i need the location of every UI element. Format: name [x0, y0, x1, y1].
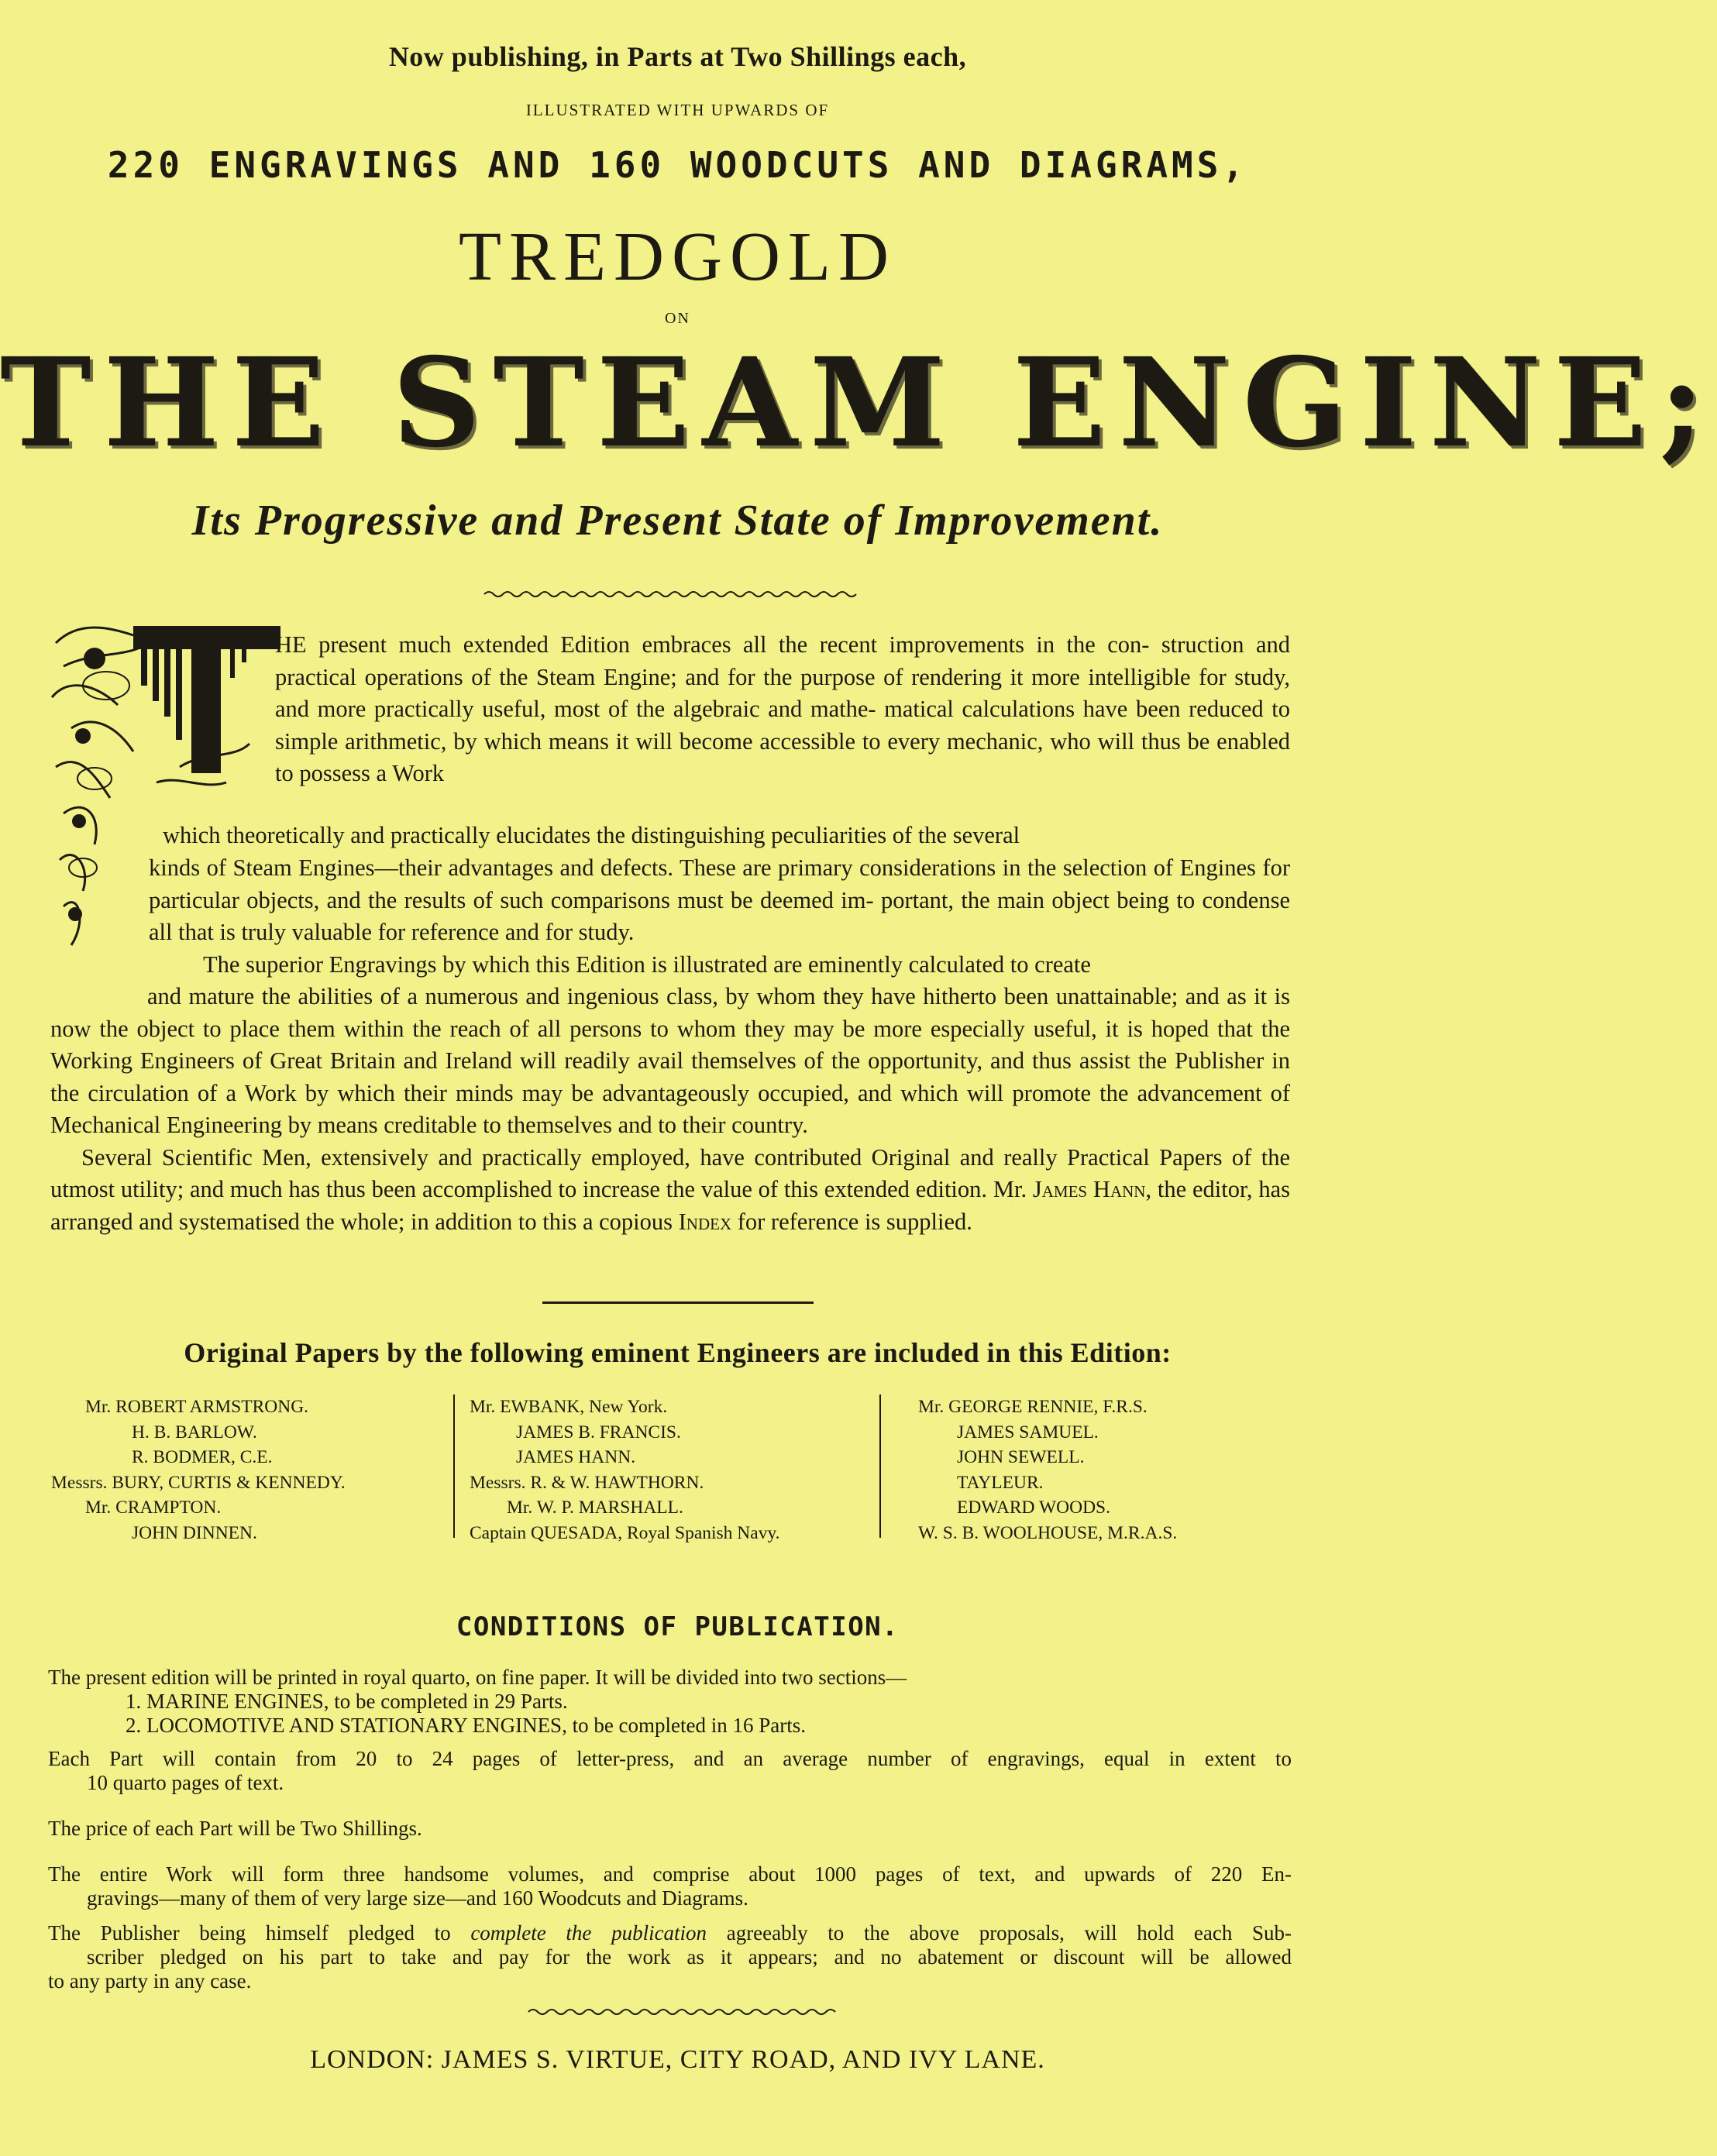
each-part-line-2: 10 quarto pages of text. [87, 1771, 284, 1794]
divider-rule [542, 1302, 814, 1304]
now-publishing-line: Now publishing, in Parts at Two Shillings each, [388, 41, 967, 72]
intro-text-1: HE present much extended Edition embraces all the recent improvements in the con- struction and practical operations of the Steam Engine; and for the purpose of rendering it more intelligible for study, and more practically useful, most of the algebraic and mathe- matical calculations have been reduced to simple arithmetic, by which means it will become accessible to every mechanic, who will thus be enabled to possess a Work [275, 631, 1290, 786]
price-line: The price of each Part will be Two Shillings. [48, 1817, 422, 1840]
column-divider-2 [879, 1394, 881, 1538]
publisher-line-3: to any party in any case. [48, 1969, 252, 1993]
on-word: ON [665, 310, 690, 327]
engineers-heading: Original Papers by the following eminent Engineers are included in this Edition: [184, 1337, 1172, 1368]
index-word: Index [678, 1208, 732, 1235]
intro-paragraph-part-4 [50, 981, 1290, 1238]
wavy-ornament-top [484, 589, 856, 600]
engineer-name: JOHN SEWELL. [957, 1447, 1085, 1467]
main-title: THE STEAM ENGINE; [0, 332, 1717, 475]
conditions-block [48, 1666, 1292, 1993]
engineer-name: JAMES HANN. [516, 1447, 636, 1467]
condition-item-2: 2. LOCOMOTIVE AND STATIONARY ENGINES, to be completed in 16 Parts. [126, 1714, 807, 1737]
publisher-text-a: The Publisher being himself pledged to [48, 1921, 471, 1945]
engineer-name: TAYLEUR. [957, 1472, 1044, 1493]
publisher-line-2: scriber pledged on his part to take and pay for the work as it appears; and no abatement or discount will be allowed [87, 1945, 1292, 1969]
publisher-text-b: agreeably to the above proposals, will hold each Sub- [707, 1921, 1292, 1945]
engineer-name: Mr. EWBANK, New York. [470, 1397, 668, 1417]
engineer-name: H. B. BARLOW. [132, 1422, 257, 1442]
author-name: TREDGOLD [459, 218, 896, 295]
publisher-imprint: LONDON: JAMES S. VIRTUE, CITY ROAD, AND IVY LANE. [310, 2045, 1045, 2074]
engineer-name: Mr. ROBERT ARMSTRONG. [85, 1397, 309, 1417]
engineer-name: Mr. W. P. MARSHALL. [507, 1498, 683, 1518]
publisher-line-1 [48, 1921, 1292, 1945]
condition-item-1: 1. MARINE ENGINES, to be completed in 29 Parts. [126, 1690, 568, 1713]
each-part-line-1: Each Part will contain from 20 to 24 pages of letter-press, and an average number of engravings, equal in extent to [48, 1747, 1292, 1770]
column-divider-1 [453, 1394, 455, 1538]
engineer-name: JOHN DINNEN. [132, 1522, 257, 1543]
engineer-name: Mr. GEORGE RENNIE, F.R.S. [918, 1397, 1148, 1417]
para3-text-c: for reference is supplied. [731, 1208, 972, 1235]
engineer-name: JAMES B. FRANCIS. [516, 1422, 681, 1442]
engineer-name: Messrs. R. & W. HAWTHORN. [470, 1472, 704, 1493]
engineer-name: Mr. CRAMPTON. [85, 1498, 222, 1518]
subtitle: Its Progressive and Present State of Improvement. [191, 497, 1164, 545]
engineer-name: Messrs. BURY, CURTIS & KENNEDY. [51, 1472, 346, 1493]
intro-text-6 [50, 1142, 1290, 1239]
entire-work-line-2: gravings—many of them of very large size—and 160 Woodcuts and Diagrams. [87, 1886, 748, 1910]
entire-work-line-1: The entire Work will form three handsome volumes, and comprise about 1000 pages of text, and upwards of 220 En- [48, 1862, 1292, 1886]
spacer [48, 1738, 1292, 1747]
para3-text-a: Several Scientific Men, extensively and practically employed, have contributed Original and really Practical Papers of the utmost utility; and much has thus been accomplished to increase the value of this extended edition. Mr. [50, 1143, 1290, 1202]
engineer-name: W. S. B. WOOLHOUSE, M.R.A.S. [918, 1522, 1178, 1543]
engineer-name: EDWARD WOODS. [957, 1498, 1111, 1518]
engineers-column-1 [51, 1394, 346, 1546]
intro-paragraph-part-1 [275, 629, 1290, 790]
spacer [48, 1795, 1292, 1817]
conditions-heading: CONDITIONS OF PUBLICATION. [456, 1611, 900, 1642]
para3-text-b: , the editor, has arranged and systematised the whole; in addition to this a copious [50, 1176, 1290, 1235]
publisher-italic: complete the publication [470, 1921, 707, 1945]
intro-paragraph-part-2 [163, 820, 1290, 852]
illustrated-line: ILLUSTRATED WITH UPWARDS OF [525, 101, 830, 119]
intro-paragraph-part-3 [149, 852, 1290, 981]
intro-text-2: which theoretically and practically elucidates the distinguishing peculiarities of the several [163, 822, 1020, 848]
engineers-column-3 [918, 1394, 1177, 1546]
engineer-name: Captain QUESADA, Royal Spanish Navy. [470, 1522, 780, 1543]
spacer [48, 1910, 1292, 1921]
intro-text-3: kinds of Steam Engines—their advantages and defects. These are primary considerations in the selection of Engines for particular objects, and the results of such comparisons must be deemed im- portant, the main object being to condense all that is truly valuable for reference and for study. [149, 854, 1290, 945]
editor-name: James Hann [1032, 1176, 1146, 1202]
intro-text-5: and mature the abilities of a numerous and ingenious class, by whom they have hitherto been unattainable; and as it is now the object to place them within the reach of all persons to whom they may be more especially useful, it is hoped that the Working Engineers of Great Britain and Ireland will readily avail themselves of the opportunity, and thus assist the Publisher in the circulation of a Work by which their minds may be advantageously occupied, and which will promote the advancement of Mechanical Engineering by means creditable to themselves and to their country. [50, 983, 1290, 1138]
conditions-intro: The present edition will be printed in royal quarto, on fine paper. It will be divided into two sections— [48, 1666, 907, 1689]
engravings-line: 220 ENGRAVINGS AND 160 WOODCUTS AND DIAGRAMS, [107, 144, 1248, 186]
engineer-name: R. BODMER, C.E. [132, 1447, 273, 1467]
wavy-ornament-bottom [528, 2006, 838, 2017]
intro-text-4: The superior Engravings by which this Edition is illustrated are eminently calculated to create [203, 951, 1091, 978]
engineers-column-2 [470, 1394, 780, 1546]
engineer-name: JAMES SAMUEL. [957, 1422, 1099, 1442]
spacer [48, 1841, 1292, 1862]
